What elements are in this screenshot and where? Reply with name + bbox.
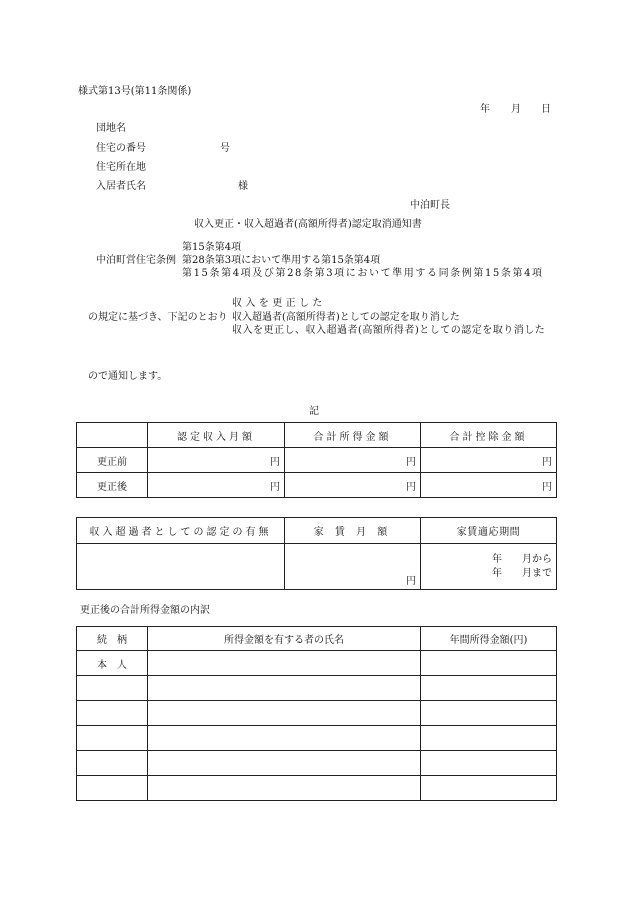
table-row [77, 701, 557, 726]
ordinance-option-3: 第15条第4項及び第28条第3項において準用する同条例第15条第4項 [182, 268, 544, 279]
header-rent-monthly: 家 賃 月 額 [285, 518, 421, 544]
house-number-label: 住宅の番号 [96, 143, 146, 154]
ordinance-option-2: 第28条第3項において準用する第15条第4項 [182, 255, 381, 266]
date-month-label: 月 [511, 104, 521, 115]
ki-label: 記 [309, 406, 319, 417]
table-row [77, 751, 557, 776]
ordinance-option-1: 第15条第4項 [182, 242, 242, 253]
yen-unit: 円 [285, 473, 421, 498]
danchi-label: 団地名 [96, 123, 126, 134]
mayor-name: 中泊町長 [410, 200, 450, 211]
header-total-deduction: 合計控除金額 [421, 423, 557, 448]
relationship-cell [77, 726, 148, 751]
income-table [76, 422, 557, 498]
earner-name-cell [148, 726, 421, 751]
row-label-after: 更正後 [77, 473, 148, 498]
based-on-text: の規定に基づき、下記のとおり [88, 312, 228, 323]
rent-period-cell [421, 544, 557, 590]
form-number: 様式第13号(第11条関係) [78, 86, 192, 97]
annual-income-cell [421, 776, 557, 801]
header-excess-status: 収入超過者としての認定の有無 [77, 518, 285, 544]
rent-table [76, 517, 557, 590]
yen-unit: 円 [148, 473, 285, 498]
income-table-header-row [77, 423, 557, 448]
earner-name-cell [148, 751, 421, 776]
relationship-cell [77, 776, 148, 801]
annual-income-cell [421, 701, 557, 726]
period-from: 年 月から [492, 553, 552, 565]
earner-name-cell [148, 651, 421, 676]
period-to: 年 月まで [492, 567, 552, 579]
yen-unit: 円 [285, 448, 421, 473]
yen-unit: 円 [421, 448, 557, 473]
relationship-self: 本 人 [77, 651, 148, 676]
table-row [77, 651, 557, 676]
table-row [77, 676, 557, 701]
header-annual-income: 年間所得金額(円) [421, 627, 557, 651]
rent-table-header-row [77, 518, 557, 544]
document-title: 収入更正・収入超過者(高額所得者)認定取消通知書 [194, 219, 422, 230]
annual-income-cell [421, 651, 557, 676]
annual-income-cell [421, 751, 557, 776]
date-day-label: 日 [541, 104, 551, 115]
annual-income-cell [421, 676, 557, 701]
action-option-3: 収入を更正し、収入超過者(高額所得者)としての認定を取り消した [232, 325, 546, 336]
header-relationship: 続 柄 [77, 627, 148, 651]
notice-text: ので通知します。 [88, 371, 168, 382]
table-row [77, 776, 557, 801]
annual-income-cell [421, 726, 557, 751]
header-total-income: 合計所得金額 [285, 423, 421, 448]
table-row [77, 448, 557, 473]
house-number-suffix: 号 [220, 143, 230, 154]
yen-unit: 円 [421, 473, 557, 498]
breakdown-header-row [77, 627, 557, 651]
date-year-label: 年 [480, 104, 490, 115]
yen-unit: 円 [148, 448, 285, 473]
resident-suffix: 様 [238, 181, 248, 192]
income-table-corner [77, 423, 148, 448]
header-rent-period: 家賃適応期間 [421, 518, 557, 544]
excess-status-cell [77, 544, 285, 590]
relationship-cell [77, 751, 148, 776]
action-option-2: 収入超過者(高額所得者)としての認定を取り消した [232, 312, 460, 323]
breakdown-caption: 更正後の合計所得金額の内訳 [80, 605, 210, 616]
header-earner-name: 所得金額を有する者の氏名 [148, 627, 421, 651]
ordinance-name: 中泊町営住宅条例 [96, 255, 176, 266]
rent-unit: 円 [285, 544, 421, 590]
breakdown-table [76, 626, 557, 801]
resident-label: 入居者氏名 [96, 181, 146, 192]
table-row [77, 473, 557, 498]
earner-name-cell [148, 676, 421, 701]
earner-name-cell [148, 776, 421, 801]
earner-name-cell [148, 701, 421, 726]
relationship-cell [77, 676, 148, 701]
table-row [77, 726, 557, 751]
header-recognized-income: 認定収入月額 [148, 423, 285, 448]
address-label: 住宅所在地 [96, 162, 146, 173]
relationship-cell [77, 701, 148, 726]
row-label-before: 更正前 [77, 448, 148, 473]
table-row [77, 544, 557, 590]
action-option-1: 収入を更正した [232, 298, 326, 309]
